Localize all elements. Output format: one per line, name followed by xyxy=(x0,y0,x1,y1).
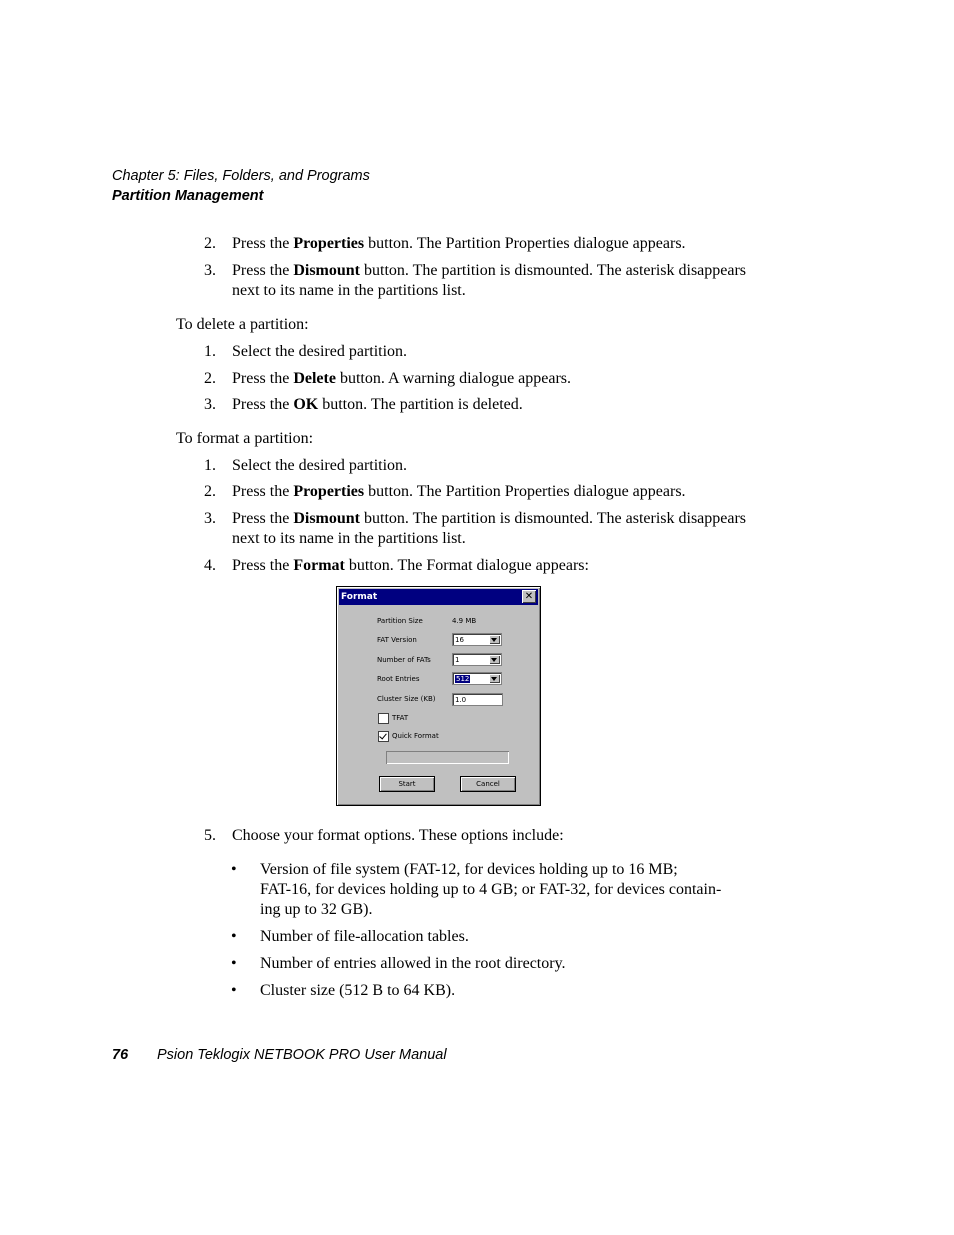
cancel-button[interactable]: Cancel xyxy=(460,776,516,792)
partition-size-value: 4.9 MB xyxy=(452,617,477,625)
page-number: 76 xyxy=(112,1047,129,1063)
start-button[interactable]: Start xyxy=(379,776,435,792)
delete-intro: To delete a partition: xyxy=(176,316,309,333)
fat-version-select[interactable]: 16 xyxy=(452,633,502,646)
chevron-down-icon[interactable] xyxy=(489,674,500,683)
root-entries-label: Root Entries xyxy=(377,675,420,683)
section-title: Partition Management xyxy=(112,188,264,204)
num-fats-select[interactable]: 1 xyxy=(452,653,502,666)
tfat-label: TFAT xyxy=(392,714,409,722)
manual-title: Psion Teklogix NETBOOK PRO User Manual xyxy=(157,1047,447,1063)
cluster-size-input[interactable]: 1.0 xyxy=(452,693,503,706)
tfat-checkbox[interactable] xyxy=(378,713,389,724)
quick-format-checkbox[interactable] xyxy=(378,731,389,742)
close-icon[interactable]: ✕ xyxy=(522,590,536,603)
chevron-down-icon[interactable] xyxy=(489,635,500,644)
format-dialog xyxy=(336,586,541,806)
running-header xyxy=(112,166,370,206)
format-progress-bar xyxy=(386,751,509,764)
fat-version-label: FAT Version xyxy=(377,636,417,644)
chevron-down-icon[interactable] xyxy=(489,655,500,664)
num-fats-label: Number of FATs xyxy=(377,656,431,664)
page-footer xyxy=(112,1047,447,1063)
dialog-title: Format xyxy=(341,592,378,602)
quick-format-label: Quick Format xyxy=(392,732,439,740)
chapter-title: Chapter 5: Files, Folders, and Programs xyxy=(112,168,370,184)
dialog-titlebar xyxy=(339,589,538,605)
partition-size-label: Partition Size xyxy=(377,617,423,625)
cluster-size-label: Cluster Size (KB) xyxy=(377,695,436,703)
root-entries-select[interactable]: 512 xyxy=(452,672,502,685)
format-intro: To format a partition: xyxy=(176,430,314,447)
